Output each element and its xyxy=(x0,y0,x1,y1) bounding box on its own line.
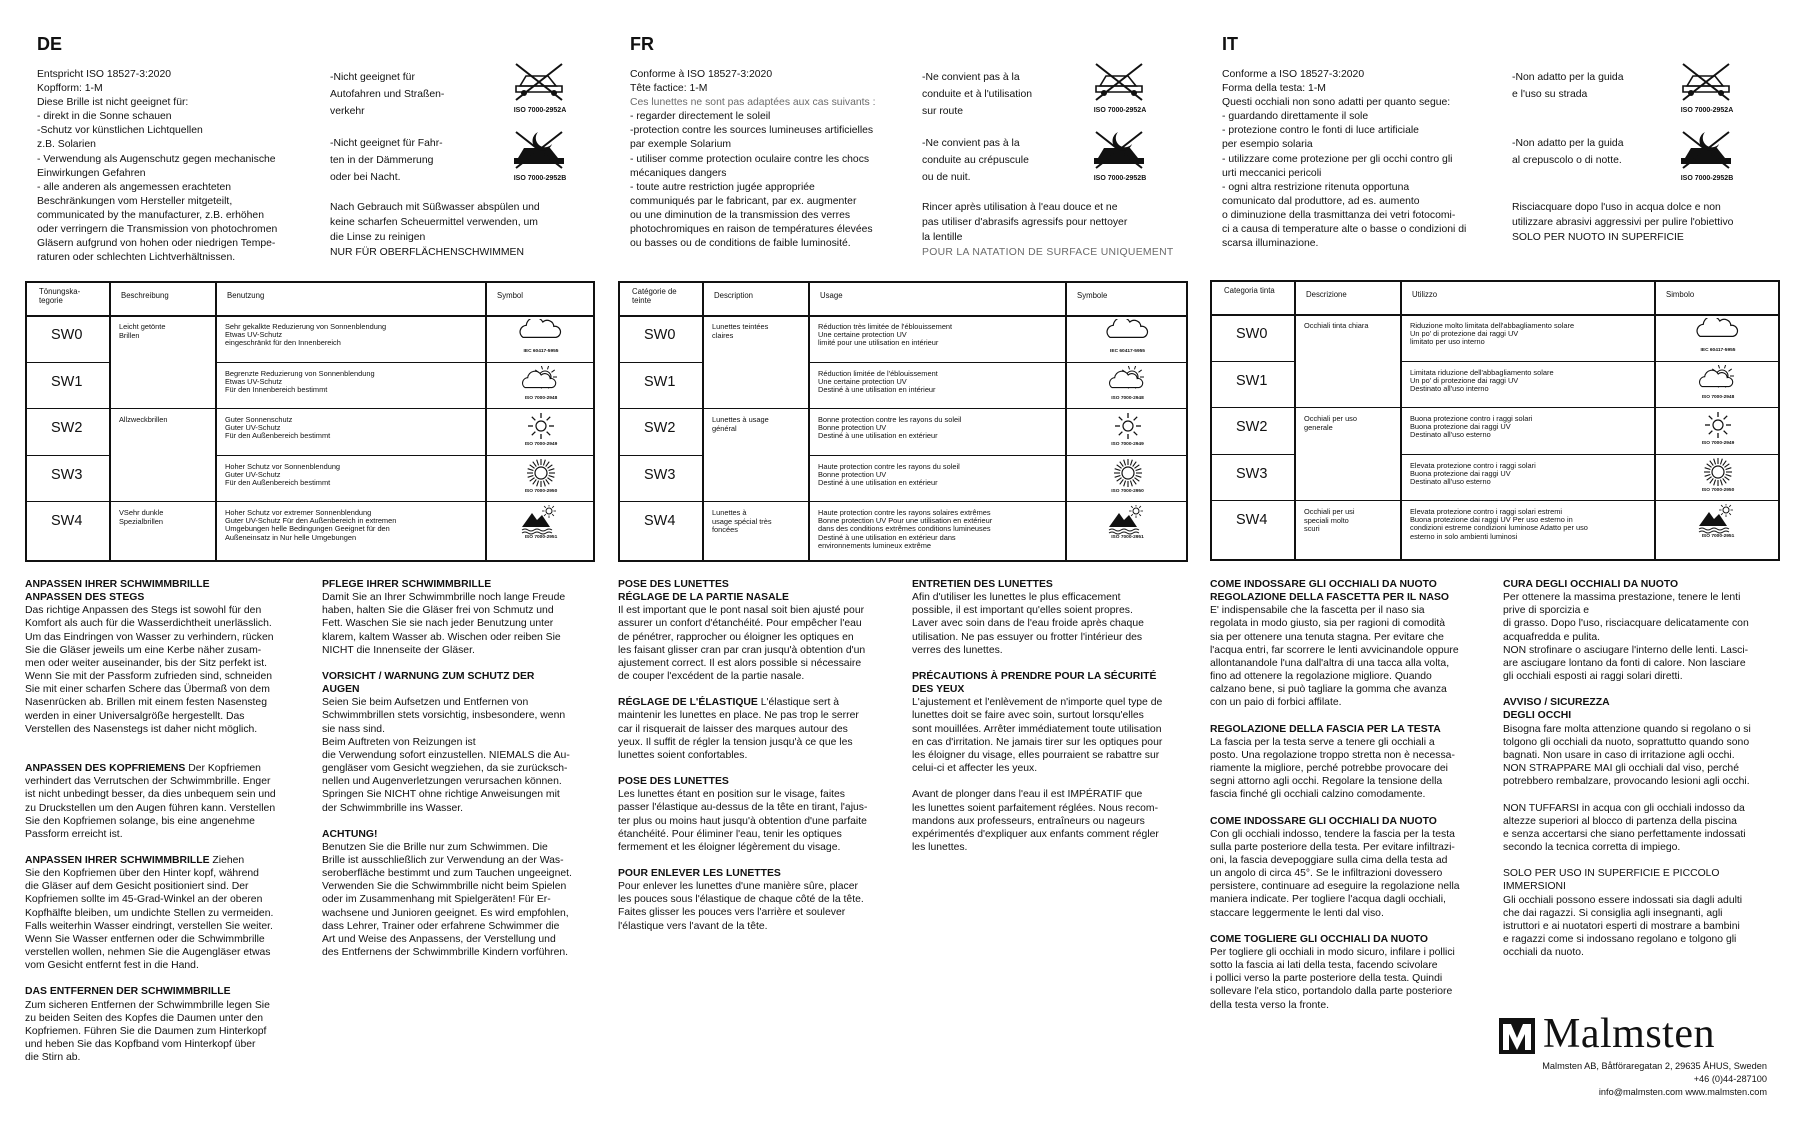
section-text: Seien Sie beim Aufsetzen und Entfernen von Schwimmbrillen stets vorsichtig, insbesondere, wenn sie nass sind. Beim Auftreten von Reizungen ist die Verwendung sofort einzustellen. NIEMALS die Au- gengläser vom Gesicht wegziehen, da sie zurücksch- nellen und Augenverletzungen verursachen können. Springen Sie NICHT ohne richtige Anweisungen mit der Schwimmbrille ins Wasser. xyxy=(322,697,570,814)
table-header-row xyxy=(27,283,593,317)
strong-sun-icon xyxy=(1105,459,1151,489)
tint-usage: Réduction limitée de l'éblouissement Une certaine protection UV Destiné à une utilisation en intérieur xyxy=(818,368,938,394)
instruction-section xyxy=(322,670,607,815)
tint-usage: Hoher Schutz vor extremer Sonnenblendung Guter UV-Schutz Für den Außenbereich in extremen Umgebungen helle Bedingungen Geeignet für den Außeneinsatz in Nur helle Umgebungen xyxy=(225,508,397,542)
tint-code: SW3 xyxy=(644,466,676,483)
symbol-cell xyxy=(1695,504,1741,544)
instruction-section xyxy=(618,578,903,683)
instruction-section xyxy=(618,775,903,854)
table-row xyxy=(1212,314,1778,362)
instruction-section xyxy=(25,854,310,972)
inline-lead: Der Kopfriemen xyxy=(185,763,261,775)
mountain-sun-icon xyxy=(1695,504,1741,534)
tint-code: SW0 xyxy=(644,327,676,343)
company-address: Malmsten AB, Båtföraregatan 2, 29635 ÅHUS, Sweden +46 (0)44-287100 info@malmsten.com www.malmsten.com xyxy=(1542,1061,1767,1097)
mountain-sun-icon xyxy=(1105,505,1151,535)
section-heading: COME TOGLIERE GLI OCCHIALI DA NUOTO xyxy=(1210,933,1429,945)
tint-description: Lunettes à usage spécial très foncées xyxy=(712,508,772,535)
tint-category-table-it xyxy=(1210,280,1780,561)
no-driving-pictogram xyxy=(1088,62,1152,114)
section-text: Das richtige Anpassen des Stegs ist sowohl für den Komfort als auch für die Wasserdichtheit unerlässlich. Um das Eindringen von Wasser zu verhindern, rücken Sie die Gläser jeweils um eine Kerbe näher zusam- men oder weiter auseinander, bis der Sitz perfekt ist. Wenn Sie mit der Passform zufrieden sind, schneiden Sie mit einer scharfen Schere das Übermaß von dem Nasenrücken ab. Brillen mit einem festen Nasensteg werden in einer Universalgröße hergestellt. Das Verstellen des Nasenstegs ist daher nicht möglich. xyxy=(25,605,274,735)
section-text: Il est important que le pont nasal soit bien ajusté pour assurer un confort d'étanchéité. Pour empêcher l'eau de pénétrer, rapprocher ou éloigner les optiques en les faisant glisser cran par cran jusqu'à obtention d'un ajustement correct. Il est alors possible si nécessaire de couper l'excédent de la partie nasale. xyxy=(618,605,866,683)
table-header-row xyxy=(620,283,1186,317)
section-text: verhindert das Verrutschen der Schwimmbrille. Enger ist nicht unbedingt besser, da dies unbequem sein und zu Druckstellen um den Augen führen kann. Verstellen Sie den Kopfriemen solange, bis eine angenehme Passform erreicht ist. xyxy=(25,776,276,840)
care-text-line: Risciacquare dopo l'uso in acqua dolce e non utilizzare abrasivi aggressivi per pulire l'obiettivo xyxy=(1512,202,1734,228)
instruction-section xyxy=(1503,696,1788,959)
instruction-section xyxy=(912,578,1197,657)
no-night-driving-icon xyxy=(1088,130,1150,170)
symbol-cell xyxy=(1695,411,1741,451)
cloud-icon xyxy=(1105,319,1151,349)
tint-description: Occhiali per usi speciali molto scuri xyxy=(1304,507,1355,534)
table-header-2: Usage xyxy=(820,291,843,300)
section-heading: AVVISO / SICUREZZA DEGLI OCCHI xyxy=(1503,697,1610,722)
no-driving-pictogram xyxy=(1675,62,1739,114)
section-heading: ANPASSEN IHRER SCHWIMMBRILLE ANPASSEN DES STEGS xyxy=(25,579,210,604)
instructions-body_left-de xyxy=(25,578,310,1077)
section-heading: COME INDOSSARE GLI OCCHIALI DA NUOTO REGOLAZIONE DELLA FASCETTA PER IL NASO xyxy=(1210,579,1449,604)
symbol-caption: ISO 7000-2948 xyxy=(1701,394,1735,400)
section-heading: POSE DES LUNETTES RÉGLAGE DE LA PARTIE NASALE xyxy=(618,579,789,604)
instruction-section xyxy=(1503,578,1788,683)
tint-code: SW2 xyxy=(51,420,83,436)
sun-cloud-icon xyxy=(518,366,564,396)
tint-code: SW2 xyxy=(1236,419,1268,435)
care-instructions xyxy=(330,200,590,260)
instruction-section xyxy=(1210,933,1495,1012)
section-heading: CURA DEGLI OCCHIALI DA NUOTO xyxy=(1503,579,1679,590)
symbol-caption: ISO 7000-2951 xyxy=(1111,535,1144,540)
conformity-lines: Conforme à ISO 18527-3:2020 Tête factice: 1-M xyxy=(630,69,773,95)
section-text: Bisogna fare molta attenzione quando si regolano o si tolgono gli occhiali da nuoto, soprattutto quando sono bagnati. Non usare in caso di irritazione agli occhi. NON STRAPPARE MAI gli occhiali dal viso, perché potrebbero rembalzare, provocando lesioni agli occhi. NON TUFFARSI in acqua con gli occhiali indosso da altezze superiori al blocco di partenza della piscina e senza accertarsi che siano perfettamente indossati secondo la tecnica corretta di impiego. SOLO PER USO IN SUPERFICIE E PICCOLO IMMERSIONI Gli occhiali possono essere indossati sia dagli adulti che dai ragazzi. Si consiglia agli insegnanti, agli istruttori e ai nuotatori esperti di mostrare a bambini e ragazzi come si indossano regolano e tolgono gli occhiali da nuoto. xyxy=(1503,723,1751,959)
tint-code: SW1 xyxy=(51,373,83,390)
instruction-section xyxy=(322,578,607,657)
tint-usage: Riduzione molto limitata dell'abbagliamento solare Un po' di protezione dai raggi UV limitato per uso interno xyxy=(1410,321,1575,347)
pictogram-label: ISO 7000-2952B xyxy=(513,175,567,182)
sun-cloud-icon xyxy=(1105,366,1151,396)
tint-usage: Haute protection contre les rayons solaires extrêmes Bonne protection UV Pour une utilisation en extérieur dans des conditions extrêmes conditions lumineuses Destiné à une utilisation en extérieur dans environnements lumineux extrême xyxy=(818,508,993,550)
tint-code: SW3 xyxy=(1236,465,1268,482)
pictogram-label: ISO 7000-2952B xyxy=(1680,175,1734,182)
instruction-section xyxy=(322,828,607,960)
section-heading: DAS ENTFERNEN DER SCHWIMMBRILLE xyxy=(25,986,231,998)
sun-icon xyxy=(1105,412,1151,442)
symbol-caption: ISO 7000-2951 xyxy=(524,535,558,540)
tint-usage: Elevata protezione contro i raggi solari Buona protezione dai raggi UV Destinato all'uso esterno xyxy=(1410,460,1536,486)
warning-no-driving: -Ne convient pas à la conduite et à l'utilisation sur route xyxy=(922,72,1032,117)
instruction-section xyxy=(25,749,310,841)
table-row xyxy=(620,362,1186,410)
merged-cell-mask xyxy=(1296,359,1401,362)
tint-code: SW1 xyxy=(644,373,676,390)
section-text: Zum sicheren Entfernen der Schwimmbrille legen Sie zu beiden Seiten des Kopfes die Daumen unter den Kopfriemen. Führen Sie die Daumen zum Hinterkopf und heben Sie das Kopfband vom Hinterkopf über die Stirn ab. xyxy=(25,999,270,1064)
instructions-body_right-de xyxy=(322,578,607,972)
sun-cloud-icon xyxy=(1695,365,1741,395)
section-heading: ENTRETIEN DES LUNETTES xyxy=(912,579,1053,590)
table-row xyxy=(1212,454,1778,502)
no-driving-pictogram xyxy=(508,62,572,114)
tint-description: Occhiali per uso generale xyxy=(1304,414,1357,432)
tint-usage: Guter Sonnenschutz Guter UV-Schutz Für den Außenbereich bestimmt xyxy=(225,415,331,441)
table-header-0: Tönungska- tegorie xyxy=(39,287,81,305)
conformity-header-it: Conforme a ISO 18527-3:2020 Forma della testa: 1-M Questi occhiali non sono adatti per quanto segue: - guardando direttamente il sole - protezione contro le fonti di luce artificiale per esempio solaria - utilizzare come protezione per gli occhi contro gli urti meccanici pericoli - ogni altra restrizione ritenuta opportuna comunicato dal produttore, ad es. aumento o diminuzione della trasmittanza dei vetri fotocomi- ci a causa di temperature alte o basse o condizioni di scarsa illuminazione. xyxy=(1222,69,1467,250)
instructions-body_right-it xyxy=(1503,578,1788,972)
section-text: Pour enlever les lunettes d'une manière sûre, placer les pouces sous l'élastique de chaque côté de la tête. Faites glisser les pouces vers l'arrière et soulever l'élastique vers l'avant de la tête. xyxy=(618,881,864,932)
section-heading: PRÉCAUTIONS À PRENDRE POUR LA SÉCURITÉ DES YEUX xyxy=(912,670,1157,696)
tint-description: VSehr dunkle Spezialbrillen xyxy=(119,508,164,526)
section-text: Afin d'utiliser les lunettes le plus efficacement possible, il est important qu'elles soient propres. Laver avec soin dans de l'eau froide après chaque utilisation. Ne pas essuyer ou frotter l'intérieur des verres des lunettes. xyxy=(912,592,1144,656)
pictogram-label: ISO 7000-2952A xyxy=(1680,107,1734,114)
merged-cell-mask xyxy=(704,360,809,363)
table-row xyxy=(620,501,1186,548)
tint-code: SW4 xyxy=(51,513,83,529)
pictogram-label: ISO 7000-2952B xyxy=(1093,175,1147,182)
pictogram-label: ISO 7000-2952A xyxy=(513,107,567,114)
section-heading: ACHTUNG! xyxy=(322,828,378,840)
tint-description: Lunettes à usage général xyxy=(712,415,769,433)
tint-code: SW2 xyxy=(644,420,676,436)
warning-no-driving: -Non adatto per la guida e l'uso su strada xyxy=(1512,72,1624,100)
instruction-section xyxy=(25,578,310,736)
table-header-2: Utilizzo xyxy=(1412,290,1438,299)
table-header-3: Simbolo xyxy=(1666,290,1695,299)
conformity-header-fr xyxy=(630,68,920,251)
table-header-0: Catégorie de teinte xyxy=(632,287,677,305)
symbol-cell xyxy=(1105,319,1151,359)
table-row xyxy=(1212,500,1778,547)
warning-no-night-driving: -Ne convient pas à la conduite au crépuscule ou de nuit. xyxy=(922,138,1029,183)
symbol-caption: ISO 7000-2948 xyxy=(524,395,558,401)
table-header-1: Beschreibung xyxy=(121,291,169,300)
strong-sun-icon xyxy=(518,459,564,489)
tint-usage: Buona protezione contro i raggi solari Buona protezione dai raggi UV Destinato all'uso esterno xyxy=(1410,414,1533,440)
no-driving-icon xyxy=(1088,62,1150,102)
symbol-cell xyxy=(1105,459,1151,499)
tint-usage: Réduction très limitée de l'éblouissement Une certaine protection UV limité pour une utilisation en intérieur xyxy=(818,322,953,348)
section-heading: COME INDOSSARE GLI OCCHIALI DA NUOTO xyxy=(1210,815,1437,827)
table-row xyxy=(27,408,593,456)
symbol-cell xyxy=(1695,365,1741,405)
tint-code: SW1 xyxy=(1236,372,1268,389)
merged-cell-mask xyxy=(111,360,216,363)
surface-swimming-note: POUR LA NATATION DE SURFACE UNIQUEMENT xyxy=(922,247,1174,258)
no-driving-icon xyxy=(508,62,570,102)
surface-swimming-note: NUR FÜR OBERFLÄCHENSCHWIMMEN xyxy=(330,247,524,258)
symbol-caption: ISO 7000-2949 xyxy=(1111,442,1144,447)
language-code-de: DE xyxy=(37,34,63,54)
limitation-intro: Ces lunettes ne sont pas adaptées aux cas suivants : xyxy=(630,97,876,109)
symbol-caption: ISO 7000-2951 xyxy=(1701,534,1735,539)
table-row xyxy=(620,408,1186,456)
table-row xyxy=(620,455,1186,503)
symbol-caption: ISO 7000-2950 xyxy=(1701,487,1735,493)
tint-usage: Bonne protection contre les rayons du soleil Bonne protection UV Destiné à une utilisation en extérieur xyxy=(818,415,962,441)
tint-category-table-de xyxy=(25,281,595,562)
tint-usage: Elevata protezione contro i raggi solari estremi Buona protezione dai raggi UV Per uso esterno in condizioni estreme condizioni luminose Adatto per uso esterno in solo ambienti luminosi xyxy=(1410,507,1588,541)
care-instructions xyxy=(922,200,1182,260)
instructions-body_right-fr xyxy=(912,578,1197,867)
section-heading: VORSICHT / WARNUNG ZUM SCHUTZ DER AUGEN xyxy=(322,670,535,696)
tint-usage: Begrenzte Reduzierung von Sonnenblendung Etwas UV-Schutz Für den Innenbereich bestimmt xyxy=(225,368,375,394)
section-text: Sie den Kopfriemen über den Hinter kopf, während die Gläser auf dem Gesicht positioniert sind. Der Kopfriemen sollte im 45-Grad-Winkel an der oberen Kopfhälfte bleiben, um undichte Stellen zu vermeiden. Falls weiterhin Wasser eindringt, verstellen Sie weiter. Wenn Sie Wasser entfernen oder die Schwimmbrille verstellen wollen, nehmen Sie die Augengläser etwas vom Gesicht entfernt fest in die Hand. xyxy=(25,868,274,972)
symbol-cell xyxy=(1105,366,1151,406)
tint-usage: Hoher Schutz vor Sonnenblendung Guter UV-Schutz Für den Außenbereich bestimmt xyxy=(225,461,341,487)
tint-code: SW4 xyxy=(644,513,676,529)
symbol-caption: IEC 60417-5955 xyxy=(1110,349,1145,354)
no-night-driving-icon xyxy=(508,130,570,170)
symbol-caption: IEC 60417-5955 xyxy=(523,349,559,354)
section-heading: POSE DES LUNETTES xyxy=(618,776,729,788)
section-heading: ANPASSEN DES KOPFRIEMENS Der Kopfriemen xyxy=(25,763,261,775)
instruction-section xyxy=(618,696,903,762)
symbol-cell xyxy=(518,505,564,545)
tint-code: SW0 xyxy=(51,327,83,343)
tint-description: Leicht getönte Brillen xyxy=(119,322,166,340)
cloud-icon xyxy=(518,319,564,349)
section-heading: PFLEGE IHRER SCHWIMMBRILLE xyxy=(322,579,492,590)
tint-code: SW3 xyxy=(51,466,83,483)
symbol-cell xyxy=(1695,318,1741,358)
table-row xyxy=(27,362,593,410)
instruction-section xyxy=(1210,578,1495,710)
care-text-line: Rincer après utilisation à l'eau douce et ne pas utiliser d'abrasifs agressifs pour nettoyer la lentille xyxy=(922,202,1128,243)
symbol-cell xyxy=(518,366,564,406)
language-code-it: IT xyxy=(1222,34,1238,54)
instruction-section xyxy=(912,670,1197,854)
symbol-caption: ISO 7000-2949 xyxy=(524,442,558,447)
tint-description: Occhiali tinta chiara xyxy=(1304,321,1369,330)
no-night-driving-pictogram xyxy=(508,130,572,182)
table-row xyxy=(620,315,1186,363)
brand-name: Malmsten xyxy=(1543,1011,1715,1057)
symbol-cell xyxy=(1695,458,1741,498)
warning-no-night-driving: -Nicht geeignet für Fahr- ten in der Dämmerung oder bei Nacht. xyxy=(330,138,443,183)
section-heading: REGOLAZIONE DELLA FASCIA PER LA TESTA xyxy=(1210,723,1441,735)
tint-description: Allzweckbrillen xyxy=(119,415,168,424)
symbol-caption: ISO 7000-2950 xyxy=(1111,488,1144,494)
care-text-line: Nach Gebrauch mit Süßwasser abspülen und keine scharfen Scheuermittel verwenden, um die Linse zu reinigen xyxy=(330,202,540,243)
instruction-section xyxy=(618,867,903,933)
table-header-1: Description xyxy=(714,291,753,300)
table-header-0: Categoria tinta xyxy=(1224,286,1275,295)
pictogram-label: ISO 7000-2952A xyxy=(1093,107,1147,114)
care-instructions xyxy=(1512,200,1772,245)
inline-lead: Ziehen xyxy=(209,854,245,866)
no-night-driving-icon xyxy=(1675,130,1737,170)
symbol-cell xyxy=(1105,505,1151,545)
instructions-body_left-it xyxy=(1210,578,1495,1025)
warning-no-driving: -Nicht geeignet für Autofahren und Straßen- verkehr xyxy=(330,72,445,117)
section-heading: ANPASSEN IHRER SCHWIMMBRILLE Ziehen xyxy=(25,854,245,866)
merged-cell-mask xyxy=(1296,452,1401,455)
instruction-section xyxy=(1210,723,1495,802)
sun-icon xyxy=(1695,411,1741,441)
symbol-caption: ISO 7000-2949 xyxy=(1701,441,1735,446)
instruction-section xyxy=(25,985,310,1064)
no-driving-icon xyxy=(1675,62,1737,102)
table-row xyxy=(27,501,593,548)
symbol-caption: IEC 60417-5955 xyxy=(1700,348,1736,353)
tint-code: SW4 xyxy=(1236,512,1268,528)
table-row xyxy=(27,315,593,363)
section-text: La fascia per la testa serve a tenere gli occhiali a posto. Una regolazione troppo stretta non è necessa- riamente la migliore, perché potrebbe provocare dei segni attorno agli occhi. Regolare la tensione della fascia finché gli occhiali calzino comodamente. xyxy=(1210,736,1455,801)
tint-category-table-fr xyxy=(618,281,1188,562)
section-text: Benutzen Sie die Brille nur zum Schwimmen. Die Brille ist ausschließlich zur Verwendung an der Was- seroberfläche bestimmt und zum Tauchen ungeeignet. Verwenden Sie die Schwimmbrille nicht beim Spielen oder im Zusammenhang mit Spielgeräten! Für Er- wachsene und Junioren geeignet. Es wird empfohlen, dass Lehrer, Trainer oder erfahrene Schwimmer die Art und Weise des Anpassens, der Verstellung und des Entfernens der Schwimmbrille Kindern vorführen. xyxy=(322,841,572,959)
instructions-body_left-fr xyxy=(618,578,903,946)
symbol-cell xyxy=(1105,412,1151,452)
section-text: Damit Sie an Ihrer Schwimmbrille noch lange Freude haben, halten Sie die Gläser frei von Schmutz und Fett. Waschen Sie sie nach jeder Benutzung unter klarem, kaltem Wasser ab. Wischen oder reiben Sie NICHT die Innenseite der Gläser. xyxy=(322,592,566,656)
section-text: maintenir les lunettes en place. Ne pas trop le serrer car il risquerait de laisser des marques autour des yeux. Il suffit de régler la tension jusqu'à ce que les lunettes soient confortables. xyxy=(618,710,859,761)
symbol-cell xyxy=(518,319,564,359)
section-text: Con gli occhiali indosso, tendere la fascia per la testa sulla parte posteriore della testa. Per evitare infiltrazi- oni, la fascia devepoggiare sulla cima della testa ad un angolo di circa 45°. Se le infiltrazioni dovessero persistere, continuare ad eseguire la regolazione nella maniera indicate. Per togliere l'acqua dagli occhiali, staccare leggermente le lenti dal viso. xyxy=(1210,828,1460,919)
table-row xyxy=(1212,407,1778,455)
section-text: Per ottenere la massima prestazione, tenere le lenti prive di sporcizia e di grasso. Dopo l'uso, risciacquare delicatamente con acquafredda e pulita. NON strofinare o asciugare l'interno delle lenti. Lasci- are asciugare lontano da fonti di calore. Non lasciare gli occhiali esposti ai raggi solari diretti. xyxy=(1503,592,1749,683)
tint-usage: Sehr gekalkte Reduzierung von Sonnenblendung Etwas UV-Schutz eingeschränkt für den Innenbereich xyxy=(225,322,387,348)
table-header-2: Benutzung xyxy=(227,291,265,300)
malmsten-logo-icon xyxy=(1497,1016,1537,1056)
table-header-1: Descrizione xyxy=(1306,290,1347,299)
no-night-driving-pictogram xyxy=(1675,130,1739,182)
section-heading: POUR ENLEVER LES LUNETTES xyxy=(618,867,781,879)
mountain-sun-icon xyxy=(518,505,564,535)
conformity-header-de: Entspricht ISO 18527-3:2020 Kopfform: 1-M Diese Brille ist nicht geeignet für: - direkt in die Sonne schauen -Schutz vor künstlichen Lichtquellen z.B. Solarien - Verwendung als Augenschutz gegen mechanische Einwirkungen Gefahren - alle anderen als angemessen erachteten Beschränkungen vom Hersteller mitgeteilt, communicated by the manufacturer, z.B. erhöhen oder verringern die Transmission von photochromen Gläsern aufgrund von hohen oder niedrigen Tempe- raturen oder schlechten Lichtverhältnissen. xyxy=(37,69,278,264)
tint-description: Lunettes teintées claires xyxy=(712,322,769,340)
inline-lead: L'élastique sert à xyxy=(757,697,839,709)
warning-no-night-driving: -Non adatto per la guida al crepuscolo o di notte. xyxy=(1512,138,1624,166)
section-text: L'ajustement et l'enlèvement de n'importe quel type de lunettes doit se faire avec soin, surtout lorsqu'elles sont mouillées. Arrêter immédiatement toute utilisation en cas d'irritation. Ne jamais tirer sur les optiques pour les éloigner du visage, elles pourraient se rabattre sur celui-ci et affecter les yeux. Avant de plonger dans l'eau il est IMPÉRATIF que les lunettes soient parfaitement réglées. Nous recom- mandons aux professeurs, entraîneurs ou nageurs expérimentés d'expliquer aux enfants comment régler les lunettes. xyxy=(912,697,1163,853)
table-header-row xyxy=(1212,282,1778,316)
table-header-3: Symbole xyxy=(1077,291,1108,300)
table-header-3: Symbol xyxy=(497,291,523,300)
tint-usage: Haute protection contre les rayons du soleil Bonne protection UV Destiné à une utilisation en extérieur xyxy=(818,461,960,487)
table-row xyxy=(1212,361,1778,409)
tint-usage: Limitata riduzione dell'abbagliamento solare Un po' di protezione dai raggi UV Destinato all'uso interno xyxy=(1410,367,1554,393)
no-night-driving-pictogram xyxy=(1088,130,1152,182)
symbol-caption: ISO 7000-2950 xyxy=(524,488,558,494)
cloud-icon xyxy=(1695,318,1741,348)
section-heading: RÉGLAGE DE L'ÉLASTIQUE L'élastique sert à xyxy=(618,697,839,709)
language-code-fr: FR xyxy=(630,34,654,54)
limitation-list: - regarder directement le soleil -protection contre les sources lumineuses artificielles par exemple Solarium - utiliser comme protection oculaire contre les chocs mécaniques dangers - toute autre restriction jugée appropriée communiqués par le fabricant, par ex. augmenter ou une diminution de la transmission des verres photochromiques en raison de températures élevées ou basses ou de conditions de faible luminosité. xyxy=(630,111,874,250)
section-text: E' indispensabile che la fascetta per il naso sia regolata in modo giusto, sia per ragioni di comodità sia per ottenere una tenuta stagna. Per evitare che l'acqua entri, far scorrere le lenti avvicinandole oppure allontanandole l'una dall'altra di una tacca alla volta, fino ad ottenere la regolazione migliore. Quando calzano bene, si può tagliare la gomma che avanza con un paio di forbici affilate. xyxy=(1210,605,1459,709)
symbol-cell xyxy=(518,459,564,499)
tint-code: SW0 xyxy=(1236,326,1268,342)
surface-swimming-note: SOLO PER NUOTO IN SUPERFICIE xyxy=(1512,232,1684,243)
merged-cell-mask xyxy=(111,453,216,456)
section-text: Les lunettes étant en position sur le visage, faites passer l'élastique au-dessus de la tête en tirant, l'ajus- ter plus ou moins haut jusqu'à obtention d'une parfaite étanchéité. Pour éliminer l'eau, tenir les optiques fermement et les éloigner légèrement du visage. xyxy=(618,789,868,853)
strong-sun-icon xyxy=(1695,458,1741,488)
table-row xyxy=(27,455,593,503)
symbol-cell xyxy=(518,412,564,452)
symbol-caption: ISO 7000-2948 xyxy=(1111,395,1144,401)
sun-icon xyxy=(518,412,564,442)
section-text: Per togliere gli occhiali in modo sicuro, infilare i pollici sotto la fascia ai lati della testa, facendo scivolare i pollici verso la parte posteriore della testa. Quindi sollevare l'ela stico, portandolo dalla parte posteriore della testa verso la fronte. xyxy=(1210,946,1455,1011)
instruction-section xyxy=(1210,815,1495,920)
merged-cell-mask xyxy=(704,453,809,456)
